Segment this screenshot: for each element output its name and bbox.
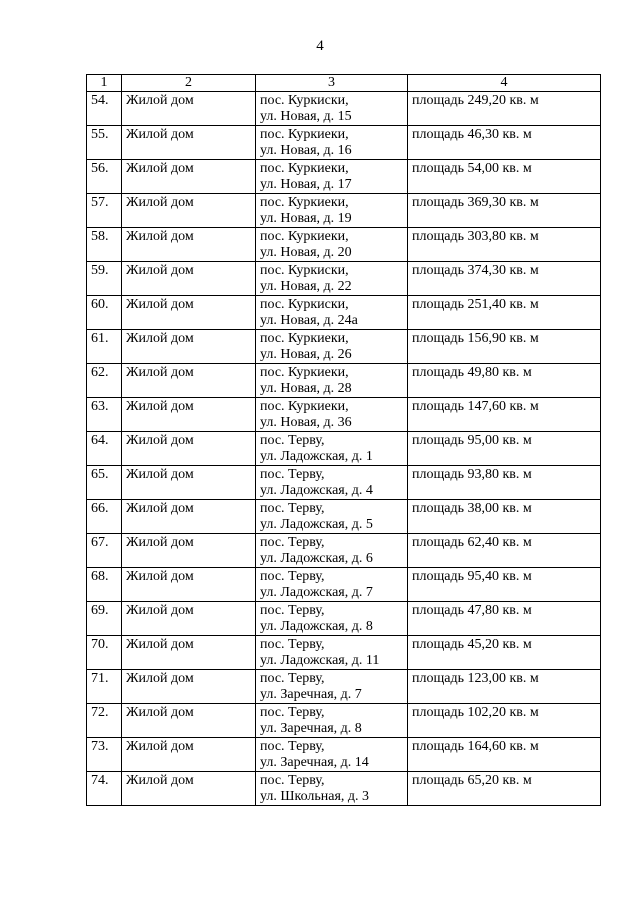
object-type: Жилой дом: [122, 704, 256, 738]
table-row: [87, 126, 601, 160]
area: площадь 249,20 кв. м: [408, 92, 601, 126]
address-settlement: пос. Терву,: [260, 637, 325, 652]
table-row: [87, 364, 601, 398]
object-type: Жилой дом: [122, 296, 256, 330]
row-number: 61.: [87, 330, 122, 364]
address-settlement: пос. Терву,: [260, 773, 325, 788]
row-number: 74.: [87, 772, 122, 806]
object-type: Жилой дом: [122, 738, 256, 772]
address-street: ул. Новая, д. 22: [260, 279, 352, 294]
address-street: ул. Новая, д. 26: [260, 347, 352, 362]
address-settlement: пос. Терву,: [260, 569, 325, 584]
address-settlement: пос. Терву,: [260, 501, 325, 516]
row-number: 72.: [87, 704, 122, 738]
table-row: [87, 670, 601, 704]
property-table: [86, 74, 601, 806]
address: [256, 228, 408, 262]
object-type: Жилой дом: [122, 466, 256, 500]
row-number: 70.: [87, 636, 122, 670]
address-settlement: пос. Терву,: [260, 739, 325, 754]
address: [256, 160, 408, 194]
address-street: ул. Ладожская, д. 11: [260, 653, 380, 668]
address-settlement: пос. Терву,: [260, 705, 325, 720]
address: [256, 670, 408, 704]
object-type: Жилой дом: [122, 92, 256, 126]
address: [256, 296, 408, 330]
table-body: [87, 92, 601, 806]
address-street: ул. Ладожская, д. 7: [260, 585, 373, 600]
address: [256, 194, 408, 228]
table-row: [87, 228, 601, 262]
area: площадь 65,20 кв. м: [408, 772, 601, 806]
table-header: [87, 75, 601, 92]
row-number: 71.: [87, 670, 122, 704]
address-settlement: пос. Куркиеки,: [260, 127, 349, 142]
address: [256, 364, 408, 398]
row-number: 69.: [87, 602, 122, 636]
area: площадь 374,30 кв. м: [408, 262, 601, 296]
area: площадь 62,40 кв. м: [408, 534, 601, 568]
table-row: [87, 330, 601, 364]
area: площадь 95,00 кв. м: [408, 432, 601, 466]
address-settlement: пос. Куркиеки,: [260, 399, 349, 414]
address-street: ул. Новая, д. 15: [260, 109, 352, 124]
object-type: Жилой дом: [122, 772, 256, 806]
table-row: [87, 466, 601, 500]
table-row: [87, 738, 601, 772]
object-type: Жилой дом: [122, 262, 256, 296]
address-street: ул. Новая, д. 16: [260, 143, 352, 158]
area: площадь 46,30 кв. м: [408, 126, 601, 160]
area: площадь 147,60 кв. м: [408, 398, 601, 432]
header-row: [87, 75, 601, 92]
address-settlement: пос. Терву,: [260, 433, 325, 448]
object-type: Жилой дом: [122, 364, 256, 398]
address: [256, 466, 408, 500]
row-number: 62.: [87, 364, 122, 398]
address-settlement: пос. Терву,: [260, 603, 325, 618]
header-col-3: 3: [256, 75, 408, 92]
table-row: [87, 636, 601, 670]
row-number: 60.: [87, 296, 122, 330]
table-row: [87, 602, 601, 636]
address-street: ул. Заречная, д. 14: [260, 755, 369, 770]
object-type: Жилой дом: [122, 126, 256, 160]
area: площадь 38,00 кв. м: [408, 500, 601, 534]
address: [256, 602, 408, 636]
row-number: 58.: [87, 228, 122, 262]
header-col-2: 2: [122, 75, 256, 92]
address: [256, 704, 408, 738]
object-type: Жилой дом: [122, 500, 256, 534]
address-settlement: пос. Терву,: [260, 671, 325, 686]
row-number: 54.: [87, 92, 122, 126]
area: площадь 123,00 кв. м: [408, 670, 601, 704]
table-row: [87, 262, 601, 296]
address: [256, 500, 408, 534]
area: площадь 164,60 кв. м: [408, 738, 601, 772]
table-row: [87, 704, 601, 738]
object-type: Жилой дом: [122, 432, 256, 466]
table-row: [87, 92, 601, 126]
address: [256, 772, 408, 806]
row-number: 55.: [87, 126, 122, 160]
row-number: 56.: [87, 160, 122, 194]
address-street: ул. Новая, д. 20: [260, 245, 352, 260]
address-settlement: пос. Куркиеки,: [260, 161, 349, 176]
address: [256, 534, 408, 568]
address: [256, 126, 408, 160]
area: площадь 95,40 кв. м: [408, 568, 601, 602]
table-row: [87, 296, 601, 330]
address-settlement: пос. Куркиски,: [260, 263, 349, 278]
row-number: 67.: [87, 534, 122, 568]
address-street: ул. Новая, д. 24а: [260, 313, 358, 328]
area: площадь 54,00 кв. м: [408, 160, 601, 194]
address-street: ул. Заречная, д. 7: [260, 687, 362, 702]
address-street: ул. Ладожская, д. 5: [260, 517, 373, 532]
address-settlement: пос. Куркиски,: [260, 93, 349, 108]
area: площадь 102,20 кв. м: [408, 704, 601, 738]
table-row: [87, 398, 601, 432]
header-col-4: 4: [408, 75, 601, 92]
object-type: Жилой дом: [122, 534, 256, 568]
address: [256, 636, 408, 670]
address-settlement: пос. Терву,: [260, 467, 325, 482]
row-number: 73.: [87, 738, 122, 772]
area: площадь 156,90 кв. м: [408, 330, 601, 364]
table-row: [87, 160, 601, 194]
address-street: ул. Заречная, д. 8: [260, 721, 362, 736]
address-settlement: пос. Куркиеки,: [260, 229, 349, 244]
table-row: [87, 500, 601, 534]
address-street: ул. Ладожская, д. 4: [260, 483, 373, 498]
address-street: ул. Ладожская, д. 1: [260, 449, 373, 464]
table-row: [87, 194, 601, 228]
area: площадь 93,80 кв. м: [408, 466, 601, 500]
address: [256, 92, 408, 126]
address: [256, 398, 408, 432]
address-street: ул. Новая, д. 36: [260, 415, 352, 430]
address-street: ул. Ладожская, д. 8: [260, 619, 373, 634]
address-street: ул. Ладожская, д. 6: [260, 551, 373, 566]
address-settlement: пос. Куркиеки,: [260, 195, 349, 210]
area: площадь 45,20 кв. м: [408, 636, 601, 670]
area: площадь 47,80 кв. м: [408, 602, 601, 636]
area: площадь 49,80 кв. м: [408, 364, 601, 398]
object-type: Жилой дом: [122, 330, 256, 364]
object-type: Жилой дом: [122, 194, 256, 228]
address-settlement: пос. Куркиеки,: [260, 331, 349, 346]
address-street: ул. Новая, д. 19: [260, 211, 352, 226]
object-type: Жилой дом: [122, 636, 256, 670]
page-number: 4: [316, 38, 324, 54]
table-row: [87, 432, 601, 466]
area: площадь 251,40 кв. м: [408, 296, 601, 330]
address-street: ул. Школьная, д. 3: [260, 789, 370, 804]
row-number: 59.: [87, 262, 122, 296]
object-type: Жилой дом: [122, 160, 256, 194]
address: [256, 262, 408, 296]
address-street: ул. Новая, д. 28: [260, 381, 352, 396]
object-type: Жилой дом: [122, 602, 256, 636]
address-street: ул. Новая, д. 17: [260, 177, 352, 192]
header-col-1: 1: [87, 75, 122, 92]
row-number: 66.: [87, 500, 122, 534]
object-type: Жилой дом: [122, 568, 256, 602]
row-number: 64.: [87, 432, 122, 466]
object-type: Жилой дом: [122, 228, 256, 262]
address-settlement: пос. Куркиеки,: [260, 365, 349, 380]
address: [256, 738, 408, 772]
row-number: 63.: [87, 398, 122, 432]
address-settlement: пос. Терву,: [260, 535, 325, 550]
area: площадь 369,30 кв. м: [408, 194, 601, 228]
row-number: 57.: [87, 194, 122, 228]
object-type: Жилой дом: [122, 670, 256, 704]
table-row: [87, 772, 601, 806]
table-row: [87, 534, 601, 568]
row-number: 65.: [87, 466, 122, 500]
table-row: [87, 568, 601, 602]
address: [256, 568, 408, 602]
address: [256, 330, 408, 364]
address: [256, 432, 408, 466]
address-settlement: пос. Куркиски,: [260, 297, 349, 312]
object-type: Жилой дом: [122, 398, 256, 432]
area: площадь 303,80 кв. м: [408, 228, 601, 262]
row-number: 68.: [87, 568, 122, 602]
